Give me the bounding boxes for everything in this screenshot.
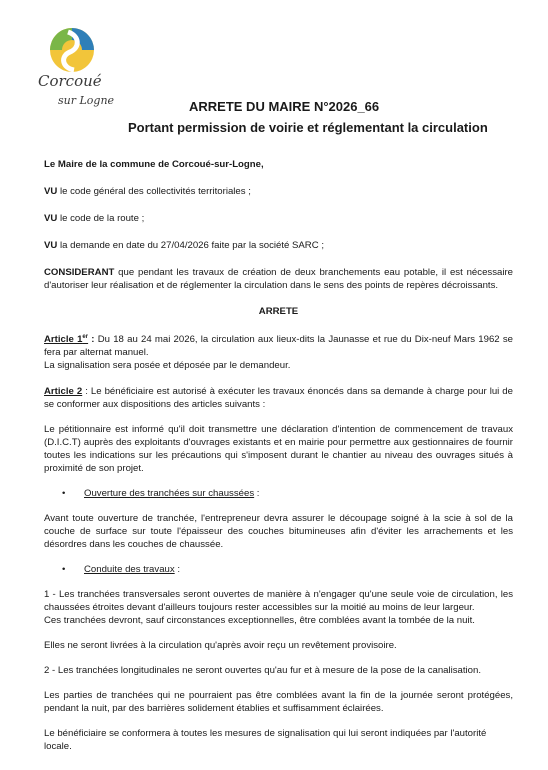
considerant-label: CONSIDERANT <box>44 267 115 278</box>
rule-1b-paragraph: Ces tranchées devront, sauf circonstances exceptionnelles, être comblées avant la tombée de la nuit. <box>44 615 475 627</box>
article1-label: Article 1er <box>44 334 89 346</box>
article2-colon: : <box>82 386 88 398</box>
vu-line <box>44 239 513 252</box>
bullet-colon: : <box>174 564 181 576</box>
considerant-paragraph <box>44 266 513 292</box>
vu-line <box>44 185 513 198</box>
rule-2-paragraph: 2 - Les tranchées longitudinales ne seront ouvertes qu'au fur et à mesure de la pose de la canalisation. <box>44 665 482 677</box>
vu-text: le code de la route ; <box>57 213 145 224</box>
vu-text: la demande en date du 27/04/2026 faite par la société SARC ; <box>57 240 324 251</box>
vu-label: VU <box>44 213 58 224</box>
parties-paragraph: Les parties de tranchées qui ne pourraient pas être comblées avant la fin de la journée seront protégées, pendant la nuit, par des barrières solidement établies et suffisamment éclairées. <box>44 690 513 715</box>
beneficiaire-paragraph: Le bénéficiaire se conformera à toutes les mesures de signalisation qui lui seront indiquées par l'autorité locale. <box>44 728 487 753</box>
bullet-colon: : <box>254 488 260 500</box>
bullet-label: Conduite des travaux <box>84 564 175 576</box>
vu-text: le code général des collectivités territoriales ; <box>57 186 251 197</box>
intro-line: Le Maire de la commune de Corcoué-sur-Logne, <box>44 159 264 170</box>
bullet-icon: • <box>62 488 66 500</box>
article1-signalisation: La signalisation sera posée et déposée par le demandeur. <box>44 360 291 372</box>
commune-logo <box>28 20 138 112</box>
article2-text: Le bénéficiaire est autorisé à exécuter les travaux énoncés dans sa demande à charge pour lui de se conformer aux dispositions des articles suivants : <box>44 386 513 411</box>
livrees-paragraph: Elles ne seront livrées à la circulation qu'après avoir reçu un revêtement provisoire. <box>44 640 397 652</box>
article1-colon: : <box>88 334 95 346</box>
vu-label: VU <box>44 240 58 251</box>
bullet-conduite <box>44 563 513 576</box>
article2-paragraph <box>44 385 513 411</box>
page-subtitle: Portant permission de voirie et réglementant la circulation <box>128 120 488 135</box>
article2-label: Article 2 <box>44 386 83 398</box>
article1-paragraph <box>44 331 513 359</box>
rule-1-paragraph: 1 - Les tranchées transversales seront ouvertes de manière à n'engager qu'une seule voie de circulation, les chaussées étroites devant d'ailleurs toujours rester accessibles sur la moitié au moins de leur largeur. <box>44 589 513 614</box>
bullet-ouverture <box>44 487 513 500</box>
document-body <box>44 158 513 753</box>
vu-line <box>44 212 513 225</box>
ouverture-paragraph: Avant toute ouverture de tranchée, l'entrepreneur devra assurer le découpage soigné à la scie à sol de la couche de surface sur toute l'épaisseur des couches bitumineuses afin d'éviter les arrachements et les désordres dans les couches de chaussée. <box>44 513 513 551</box>
dict-paragraph: Le pétitionnaire est informé qu'il doit transmettre une déclaration d'intention de commencement de travaux (D.I.C.T) auprès des exploitants d'ouvrages existants et en mairie pour permettre aux gestionnaires de fournir toutes les indications sur les précautions qui s'imposent durant le chantier au niveau des ouvrages situés à proximité de son projet. <box>44 424 513 475</box>
bullet-icon: • <box>62 564 66 576</box>
logo-line1: Corcoué <box>38 72 102 90</box>
bullet-label: Ouverture des tranchées sur chaussées <box>84 488 255 500</box>
arrete-heading: ARRETE <box>258 306 299 317</box>
logo-line2: sur Logne <box>58 94 115 107</box>
page-title: ARRETE DU MAIRE N°2026_66 <box>189 99 380 114</box>
vu-label: VU <box>44 186 58 197</box>
considerant-text: que pendant les travaux de création de deux branchements eau potable, il est nécessaire d'autoriser leur réalisation et de réglementer la circulation dans le sens des points de repères décroissants. <box>44 267 513 291</box>
article1-text: Du 18 au 24 mai 2026, la circulation aux lieux-dits la Jaunasse et rue du Dix-neuf Mars 1962 se fera par alternat manuel. <box>44 334 513 359</box>
